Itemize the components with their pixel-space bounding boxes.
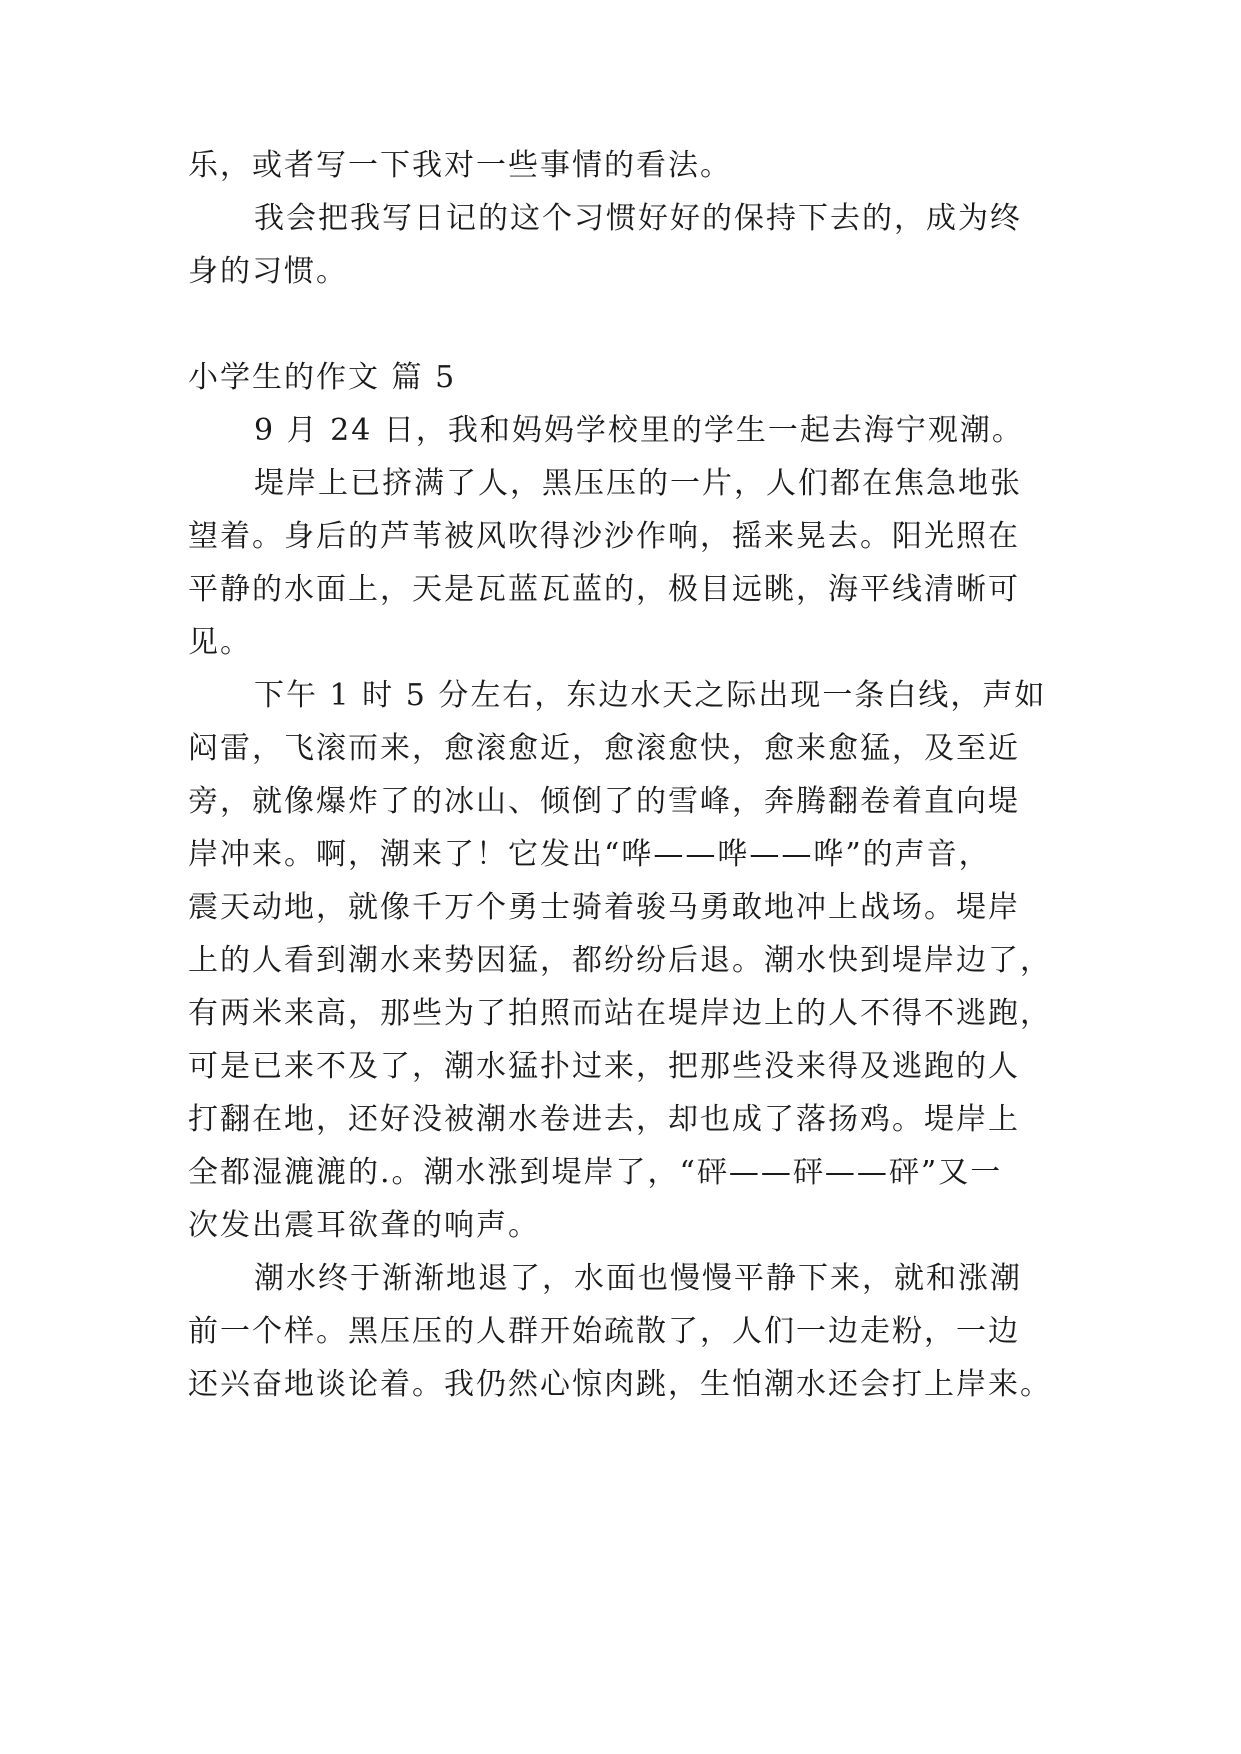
paragraph-line: 身的习惯。 [188,254,348,289]
paragraph-line: 打翻在地，还好没被潮水卷进去，却也成了落扬鸡。堤岸上 [188,1102,1020,1137]
paragraph-line: 岸冲来。啊，潮来了！它发出“哗——哗——哗”的声音， [188,837,991,872]
section-title: 小学生的作文 篇 5 [188,360,457,395]
paragraph-line: 闷雷，飞滚而来，愈滚愈近，愈滚愈快，愈来愈猛，及至近 [188,731,1020,766]
paragraph-line: 见。 [188,625,252,660]
paragraph-line: 望着。身后的芦苇被风吹得沙沙作响，摇来晃去。阳光照在 [188,519,1020,554]
paragraph-line: 次发出震耳欲聋的响声。 [188,1208,540,1243]
paragraph-line: 堤岸上已挤满了人，黑压压的一片，人们都在焦急地张 [254,466,1022,501]
paragraph-line: 上的人看到潮水来势因猛，都纷纷后退。潮水快到堤岸边了， [188,943,1052,978]
paragraph-line: 震天动地，就像千万个勇士骑着骏马勇敢地冲上战场。堤岸 [188,890,1020,925]
paragraph-line: 前一个样。黑压压的人群开始疏散了，人们一边走粉，一边 [188,1314,1020,1349]
paragraph-line: 9 月 24 日，我和妈妈学校里的学生一起去海宁观潮。 [254,413,1024,448]
paragraph-line: 可是已来不及了，潮水猛扑过来，把那些没来得及逃跑的人 [188,1049,1020,1084]
paragraph-line: 我会把我写日记的这个习惯好好的保持下去的，成为终 [254,201,1022,236]
paragraph-line: 潮水终于渐渐地退了，水面也慢慢平静下来，就和涨潮 [254,1261,1022,1296]
paragraph-line: 全都湿漉漉的.。潮水涨到堤岸了，“砰——砰——砰”又一 [188,1155,1003,1190]
paragraph-line: 乐，或者写一下我对一些事情的看法。 [188,148,732,183]
paragraph-line: 有两米来高，那些为了拍照而站在堤岸边上的人不得不逃跑， [188,996,1052,1031]
paragraph-line: 平静的水面上，天是瓦蓝瓦蓝的，极目远眺，海平线清晰可 [188,572,1020,607]
paragraph-line: 还兴奋地谈论着。我仍然心惊肉跳，生怕潮水还会打上岸来。 [188,1367,1052,1402]
paragraph-line: 下午 1 时 5 分左右，东边水天之际出现一条白线，声如 [254,678,1047,713]
paragraph-line: 旁，就像爆炸了的冰山、倾倒了的雪峰，奔腾翻卷着直向堤 [188,784,1020,819]
